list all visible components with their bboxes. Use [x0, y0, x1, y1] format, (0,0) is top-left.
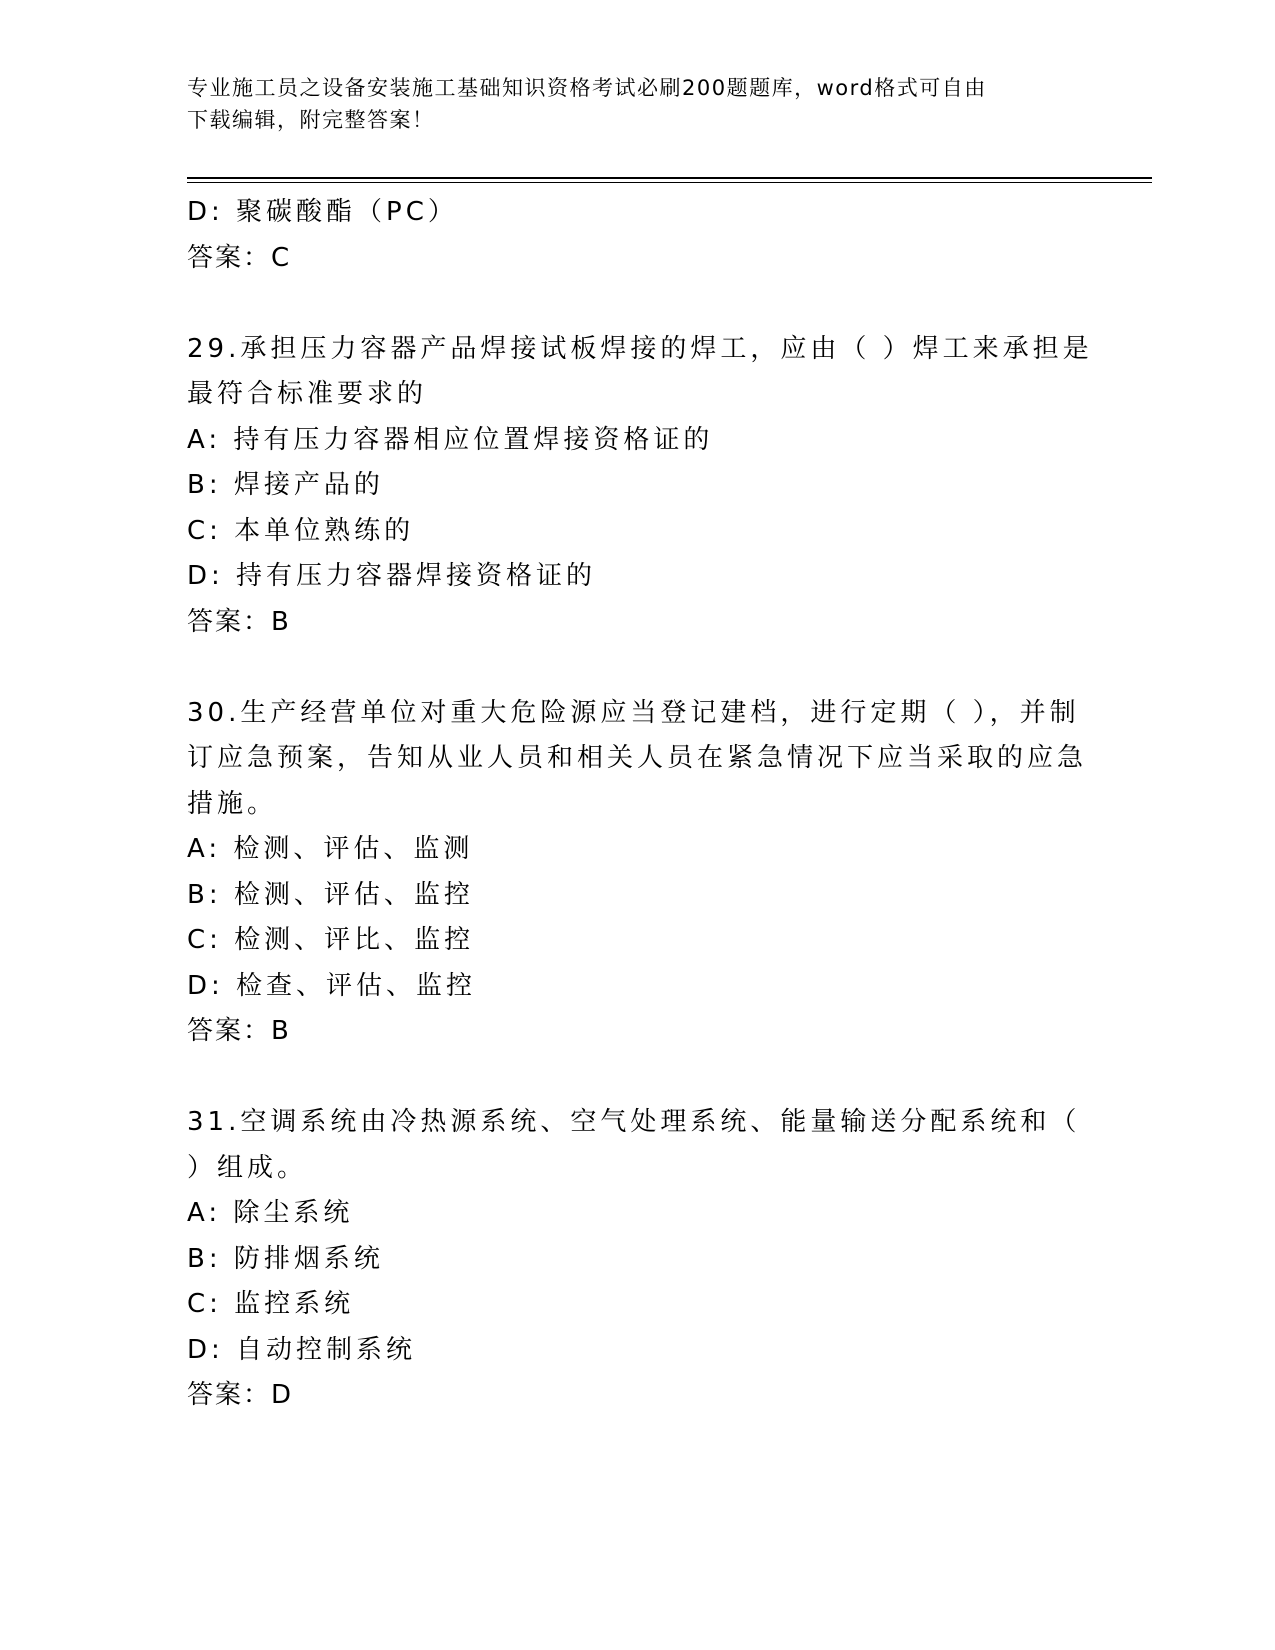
question-stem-continued: 措施。: [187, 788, 278, 819]
question-stem: 30.生产经营单位对重大危险源应当登记建档，进行定期（ ），并制: [187, 697, 1080, 728]
option-c: C: 本单位熟练的: [187, 515, 415, 546]
header-divider-thin: [187, 182, 1152, 183]
option-c: C: 监控系统: [187, 1289, 355, 1319]
option-c: C: 检测、评比、监控: [187, 925, 475, 955]
spacer: [187, 645, 1067, 691]
header-title-line-1: 专业施工员之设备安装施工基础知识资格考试必刷200题题库，word格式可自由: [187, 76, 987, 100]
question-29: [187, 327, 1093, 646]
header-title-line-2: 下载编辑，附完整答案！: [187, 108, 435, 132]
option-d: D: 持有压力容器焊接资格证的: [187, 561, 597, 591]
question-28-tail: [187, 190, 1067, 281]
option-d: D: 自动控制系统: [187, 1334, 417, 1365]
page-header: [187, 72, 1067, 136]
option-b: B: 防排烟系统: [187, 1243, 384, 1274]
answer: 答案：B: [187, 606, 291, 637]
option-d: D: 检查、评估、监控: [187, 970, 477, 1001]
option-a: A: 检测、评估、监测: [187, 834, 474, 864]
answer: 答案：C: [187, 242, 292, 273]
option-d: D: 聚碳酸酯（PC）: [187, 197, 458, 227]
spacer: [187, 1055, 1067, 1101]
option-b: B: 检测、评估、监控: [187, 879, 474, 910]
spacer: [187, 281, 1067, 327]
question-stem-continued: 订应急预案，告知从业人员和相关人员在紧急情况下应当采取的应急: [187, 743, 1088, 773]
question-stem-continued: ）组成。: [187, 1152, 308, 1183]
question-stem: 31.空调系统由冷热源系统、空气处理系统、能量输送分配系统和（: [187, 1107, 1081, 1137]
option-a: A: 持有压力容器相应位置焊接资格证的: [187, 424, 714, 455]
answer: 答案：B: [187, 1016, 291, 1046]
question-list: [187, 190, 1093, 1419]
question-stem: 29.承担压力容器产品焊接试板焊接的焊工，应由（ ）焊工来承担是: [187, 333, 1093, 364]
question-stem-continued: 最符合标准要求的: [187, 379, 428, 409]
question-30: [187, 691, 1088, 1055]
header-divider-thick: [187, 177, 1152, 179]
question-31: [187, 1100, 1081, 1419]
option-b: B: 焊接产品的: [187, 470, 384, 500]
answer: 答案：D: [187, 1380, 294, 1410]
option-a: A: 除尘系统: [187, 1198, 354, 1228]
